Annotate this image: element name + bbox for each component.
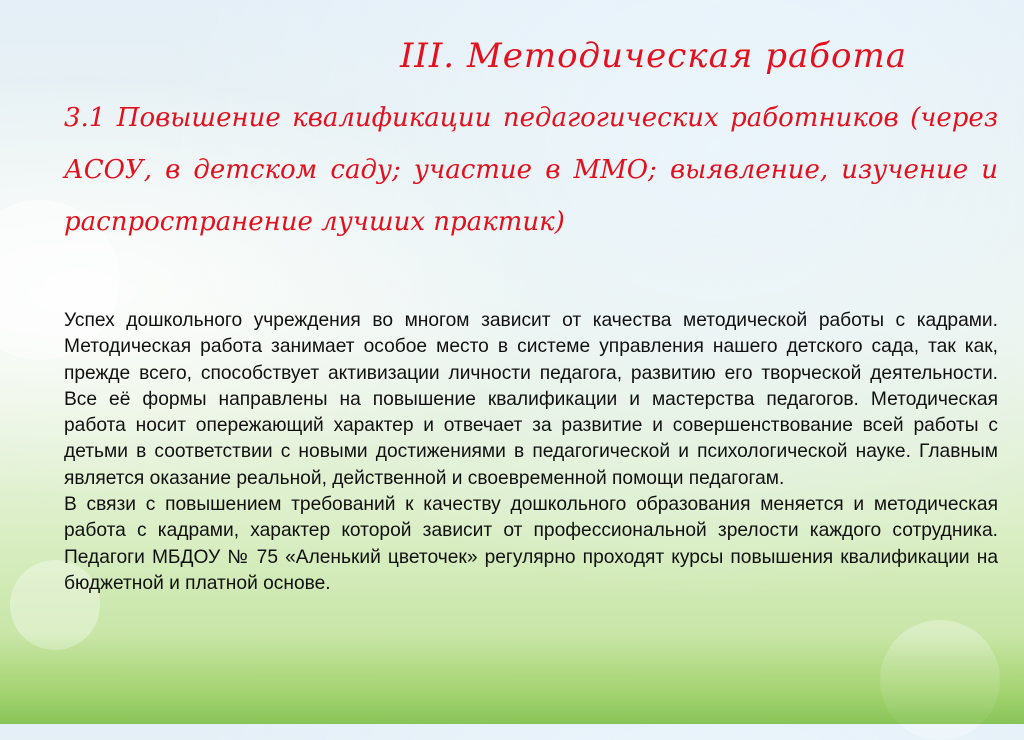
body-text <box>64 308 998 597</box>
body-paragraph: Успех дошкольного учреждения во многом зависит от качества методической работы с кадрами. Методическая работа занимает особое место в системе управления нашего детского сада, так как, прежде всего, способствует активизации личности педагога, развитию его творческой деятельности. Все её формы направлены на повышение квалификации и мастерства педагогов. Методическая работа носит опережающий характер и отвечает за развитие и совершенствование всей работы с детьми в соответствии с новыми достижениями в педагогической и психологической науке. Главным является оказание реальной, действенной и своевременной помощи педагогам. <box>64 310 998 489</box>
background-grass <box>0 634 1024 724</box>
body-paragraph: В связи с повышением требований к качеству дошкольного образования меняется и методическая работа с кадрами, характер которой зависит от профессиональной зрелости каждого сотрудника. Педагоги МБДОУ № 75 «Аленький цветочек» регулярно проходят курсы повышения квалификации на бюджетной и платной основе. <box>64 494 998 594</box>
slide-title: III. Методическая работа <box>400 36 907 76</box>
section-subheading: 3.1 Повышение квалификации педагогических работников (через АСОУ, в детском саду; участие в ММО; выявление, изучение и распространение лучших практик) <box>64 103 998 237</box>
